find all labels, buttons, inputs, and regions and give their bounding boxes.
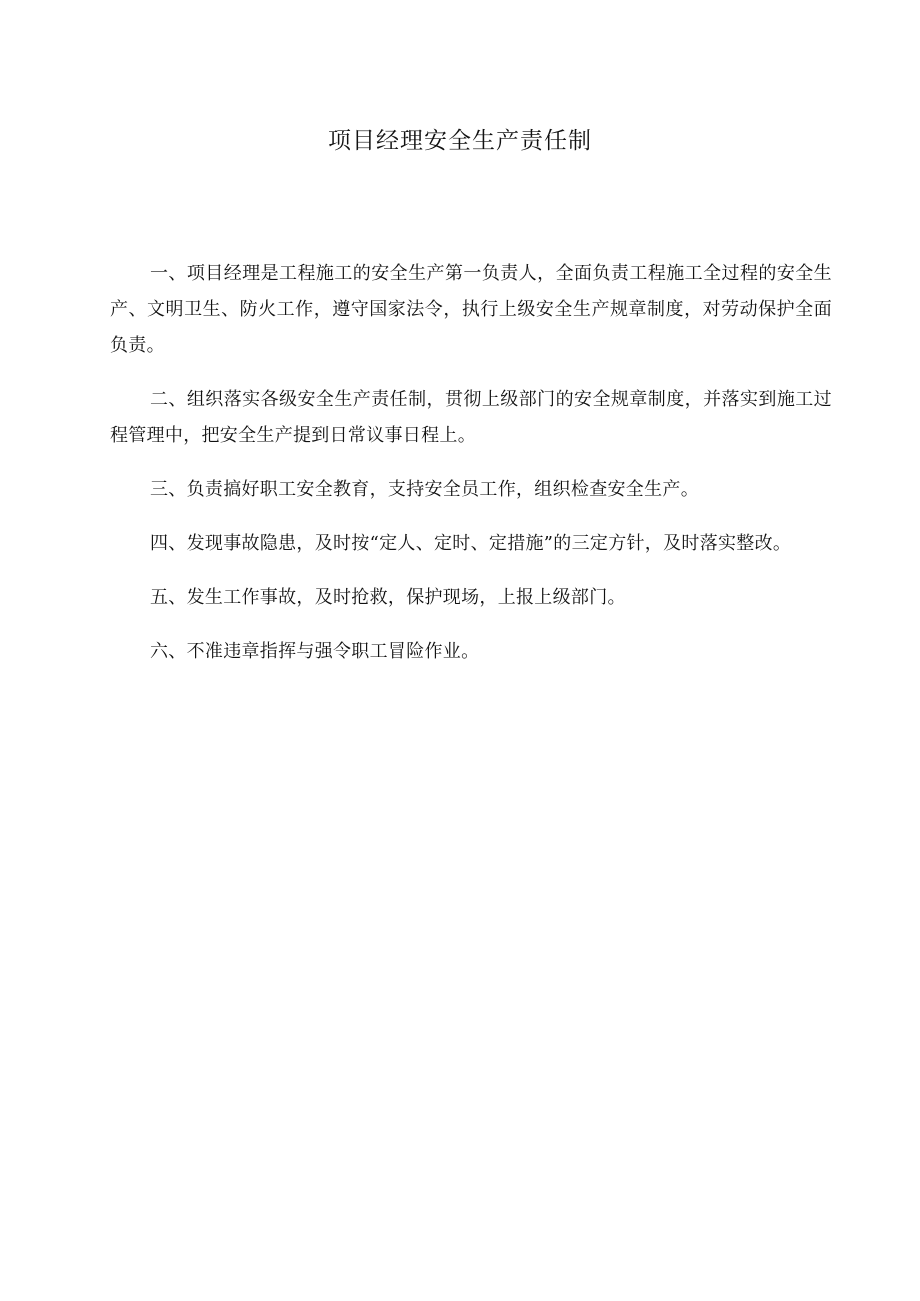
document-title: 项目经理安全生产责任制 [328,128,592,154]
paragraph-2: 二、组织落实各级安全生产责任制，贯彻上级部门的安全规章制度，并落实到施工过程管理中，把安全生产提到日常议事日程上。 [110,389,832,446]
paragraph-6: 六、不准违章指挥与强令职工冒险作业。 [150,641,480,662]
document-body [110,256,832,688]
paragraph-5: 五、发生工作事故，及时抢救，保护现场，上报上级部门。 [150,587,626,608]
paragraph-4: 四、发现事故隐患，及时按“定人、定时、定措施”的三定方针，及时落实整改。 [150,533,792,554]
paragraph-1: 一、项目经理是工程施工的安全生产第一负责人，全面负责工程施工全过程的安全生产、文明卫生、防火工作，遵守国家法令，执行上级安全生产规章制度，对劳动保护全面负责。 [110,263,832,356]
paragraph-3: 三、负责搞好职工安全教育，支持安全员工作，组织检查安全生产。 [150,479,699,500]
